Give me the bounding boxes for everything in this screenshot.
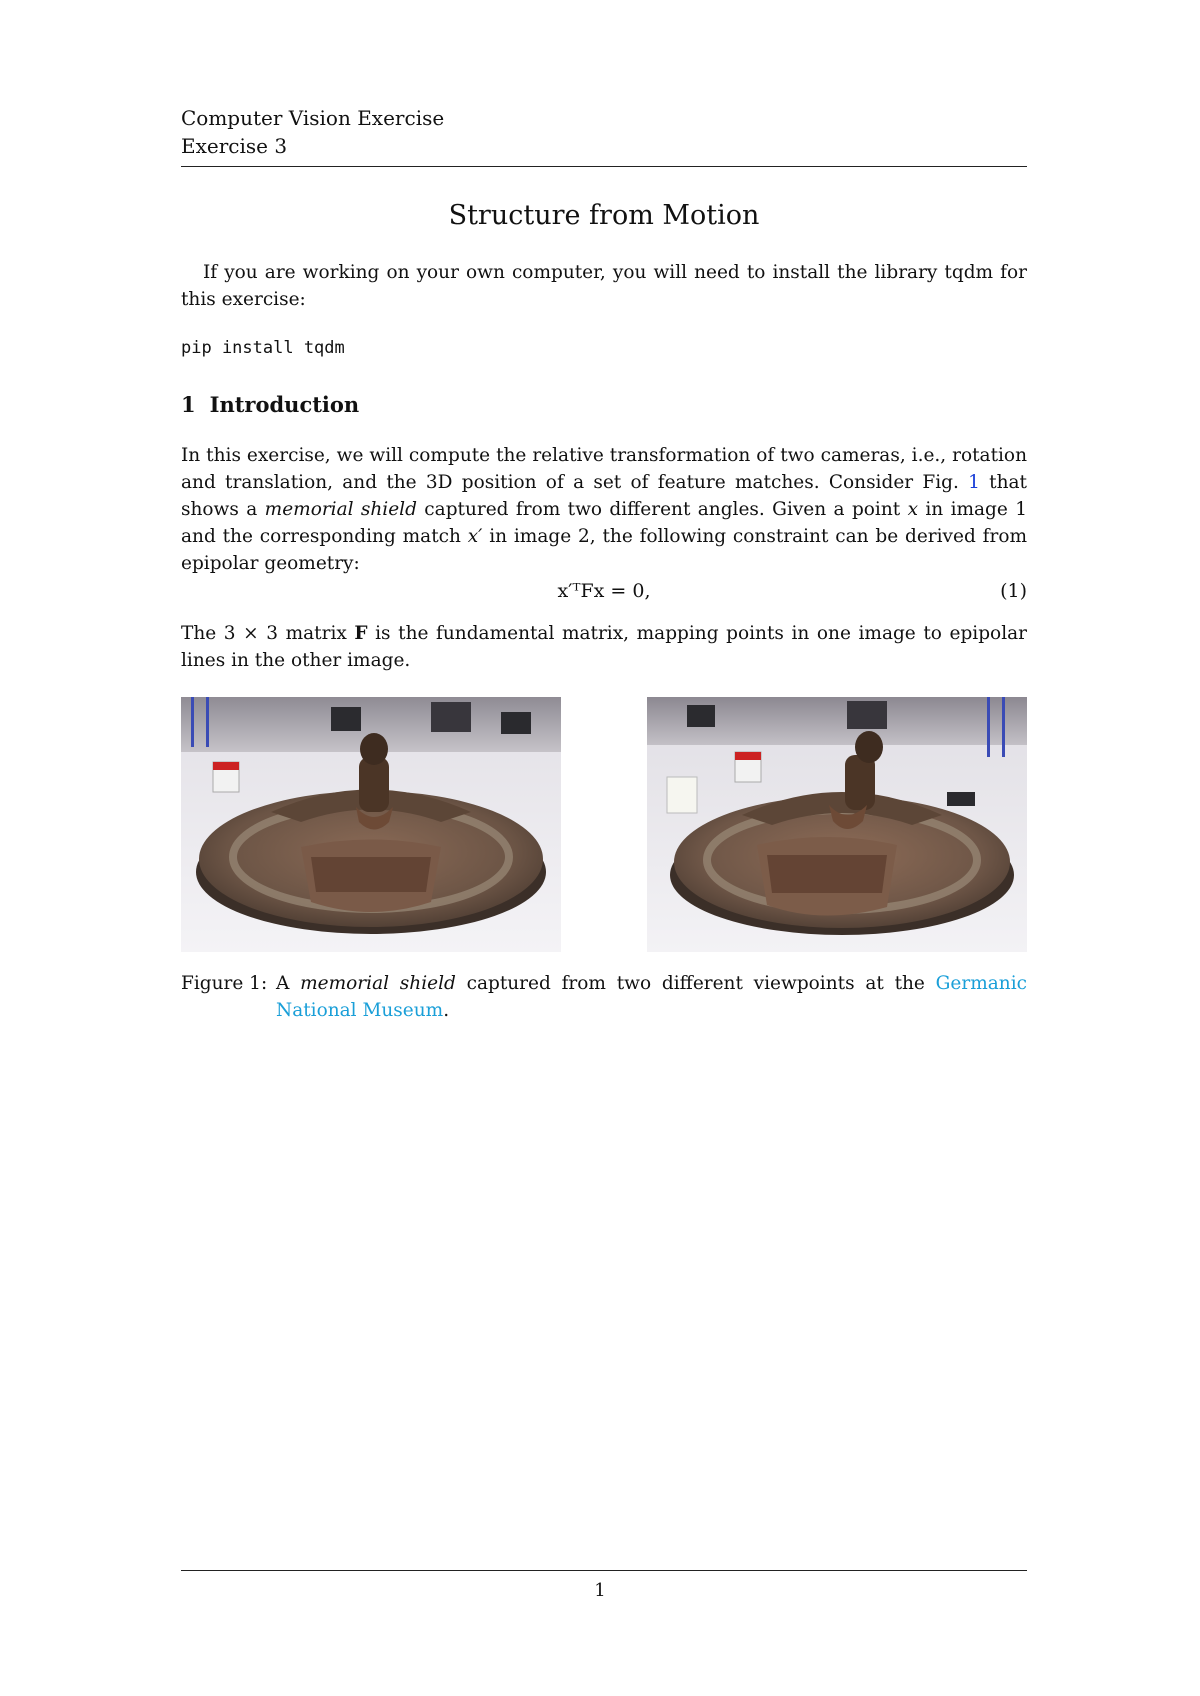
page-number: 1 xyxy=(594,1580,606,1601)
section-heading xyxy=(181,392,359,417)
paragraph-text: captured from two different angles. Given a point xyxy=(416,499,908,520)
museum-link[interactable]: Germanic National Museum xyxy=(276,973,1027,1021)
running-header xyxy=(181,104,444,160)
figure-ref-link[interactable]: 1 xyxy=(968,472,980,493)
paragraph-intro xyxy=(181,442,1027,577)
document-title: Structure from Motion xyxy=(448,200,760,231)
section-title: Introduction xyxy=(209,392,360,417)
math-symbol: F xyxy=(354,623,368,644)
caption-part: . xyxy=(443,1000,450,1021)
shield-photo-left xyxy=(181,697,561,952)
caption-part: A xyxy=(276,973,301,994)
figure-label: Figure 1: xyxy=(181,973,268,994)
paragraph-text: The 3 × 3 matrix xyxy=(181,623,355,644)
equation-1 xyxy=(181,580,1027,608)
paragraph-text: in image 1 and the corresponding match xyxy=(181,499,1027,547)
intro-paragraph: If you are working on your own computer, you will need to install the library tqdm for this exercise: xyxy=(181,262,1027,310)
caption-part: captured from two different viewpoints at the xyxy=(455,973,936,994)
footer-rule xyxy=(181,1570,1027,1571)
install-command: pip install tqdm xyxy=(181,338,345,358)
equation-expression: x′ᵀFx = 0, xyxy=(557,580,651,602)
paragraph-text: in image 2, the following constraint can be derived from epipolar geometry: xyxy=(181,526,1027,574)
math-symbol: x′ xyxy=(467,526,483,547)
shield-photo-right xyxy=(647,697,1027,952)
math-symbol: x xyxy=(907,499,918,520)
exercise-number: Exercise 3 xyxy=(181,134,288,158)
paragraph-fundamental xyxy=(181,620,1027,674)
course-title: Computer Vision Exercise xyxy=(181,106,445,130)
header-rule xyxy=(181,166,1027,167)
emphasis: memorial shield xyxy=(300,973,456,994)
equation-number: (1) xyxy=(1000,580,1027,602)
caption-text xyxy=(276,970,1027,1024)
emphasis: memorial shield xyxy=(264,499,417,520)
paragraph-text: In this exercise, we will compute the relative transformation of two cameras, i.e., rotation and translation, and the 3D position of a set of feature matches. Consider Fig. xyxy=(181,445,1027,493)
paragraph-text: is the fundamental matrix, mapping points in one image to epipolar lines in the other image. xyxy=(181,623,1027,671)
paragraph-text: that shows a xyxy=(181,472,1027,520)
section-number: 1 xyxy=(181,392,196,417)
figure-caption xyxy=(181,970,1027,1024)
